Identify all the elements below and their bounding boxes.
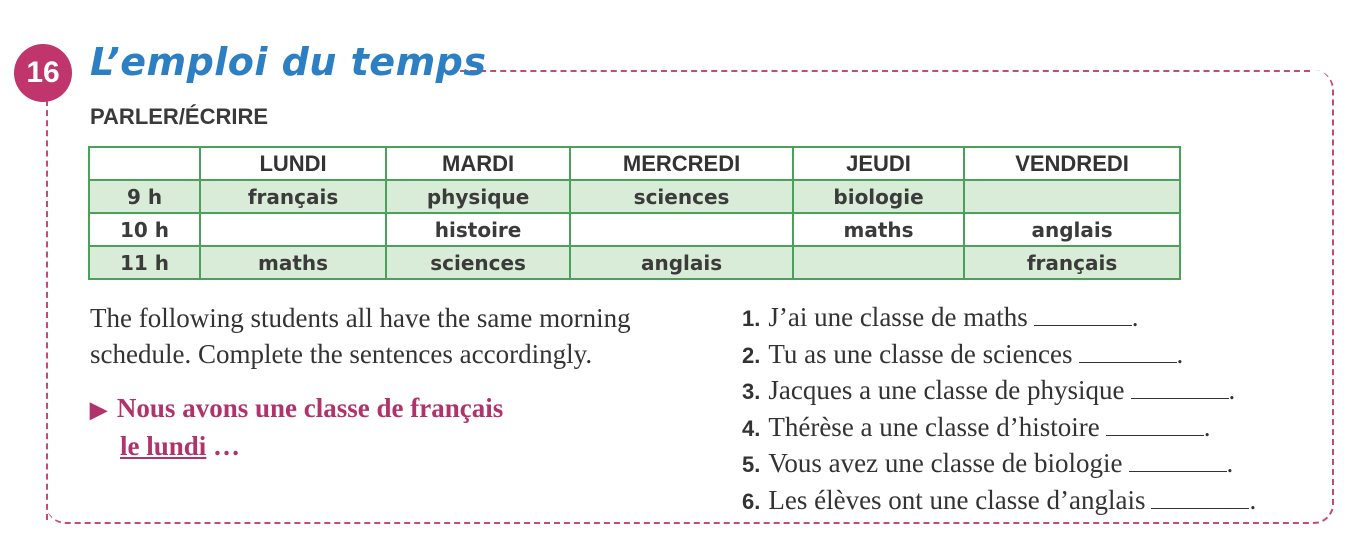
- header-cell: VENDREDI: [964, 147, 1180, 180]
- schedule-header-row: [89, 147, 1180, 180]
- exercise-number-badge: 16: [14, 44, 72, 102]
- answer-blank[interactable]: [1129, 449, 1227, 472]
- frame-left-border: [46, 100, 48, 520]
- question-text: Jacques a une classe de physique: [768, 375, 1125, 405]
- class-cell: anglais: [964, 213, 1180, 246]
- question-item: [742, 300, 1256, 337]
- question-end: .: [1226, 448, 1234, 478]
- class-cell: maths: [200, 246, 386, 279]
- question-end: .: [1203, 411, 1211, 442]
- time-cell: 10 h: [89, 213, 200, 246]
- answer-blank[interactable]: [1106, 413, 1204, 436]
- class-cell: sciences: [570, 180, 793, 213]
- example-answer: [90, 390, 503, 464]
- class-cell: [964, 180, 1180, 213]
- example-rest: …: [206, 431, 241, 461]
- schedule-row: [89, 246, 1180, 279]
- question-number: 6.: [742, 488, 761, 514]
- example-underlined: le lundi: [120, 431, 207, 461]
- question-end: .: [1249, 484, 1257, 515]
- question-number: 2.: [742, 342, 761, 368]
- question-end: .: [1228, 375, 1236, 405]
- schedule-table: [88, 146, 1181, 280]
- class-cell: anglais: [570, 246, 793, 279]
- class-cell: maths: [793, 213, 964, 246]
- question-number: 5.: [742, 452, 761, 477]
- question-text: J’ai une classe de maths: [768, 302, 1028, 332]
- question-item: [742, 373, 1256, 410]
- instructions: [90, 300, 730, 372]
- instructions-line: The following students all have the same morning: [90, 303, 631, 333]
- class-cell: histoire: [386, 213, 570, 246]
- class-cell: [570, 213, 793, 246]
- section-label: PARLER/ÉCRIRE: [90, 104, 269, 129]
- class-cell: [793, 246, 964, 279]
- class-cell: sciences: [386, 246, 570, 279]
- question-text: Thérèse a une classe d’histoire: [768, 411, 1100, 442]
- schedule-row: [89, 213, 1180, 246]
- question-item: [742, 483, 1256, 520]
- question-number: 3.: [742, 379, 761, 404]
- header-cell: MERCREDI: [570, 147, 793, 180]
- question-item: [742, 337, 1256, 374]
- header-cell: LUNDI: [200, 147, 386, 180]
- question-end: .: [1131, 302, 1139, 332]
- class-cell: biologie: [793, 180, 964, 213]
- answer-blank[interactable]: [1079, 340, 1177, 363]
- question-item: [742, 410, 1256, 447]
- class-cell: français: [200, 180, 386, 213]
- question-text: Vous avez une classe de biologie: [768, 448, 1123, 478]
- class-cell: physique: [386, 180, 570, 213]
- header-cell: [89, 147, 200, 180]
- question-end: .: [1176, 338, 1184, 369]
- schedule-row: [89, 180, 1180, 213]
- question-item: [742, 446, 1256, 483]
- exercise-title: L’emploi du temps: [90, 40, 487, 84]
- example-line: Nous avons une classe de français: [116, 393, 504, 423]
- play-arrow-icon: ▶: [90, 397, 107, 422]
- question-number: 4.: [742, 415, 761, 441]
- class-cell: [200, 213, 386, 246]
- question-text: Les élèves ont une classe d’anglais: [768, 484, 1146, 515]
- answer-blank[interactable]: [1151, 486, 1249, 509]
- time-cell: 11 h: [89, 246, 200, 279]
- time-cell: 9 h: [89, 180, 200, 213]
- question-text: Tu as une classe de sciences: [768, 338, 1073, 369]
- question-number: 1.: [742, 306, 761, 331]
- answer-blank[interactable]: [1131, 376, 1229, 399]
- instructions-line: schedule. Complete the sentences accordingly.: [90, 339, 593, 369]
- class-cell: français: [964, 246, 1180, 279]
- header-cell: JEUDI: [793, 147, 964, 180]
- answer-blank[interactable]: [1034, 303, 1132, 326]
- header-cell: MARDI: [386, 147, 570, 180]
- questions-list: [742, 300, 1256, 519]
